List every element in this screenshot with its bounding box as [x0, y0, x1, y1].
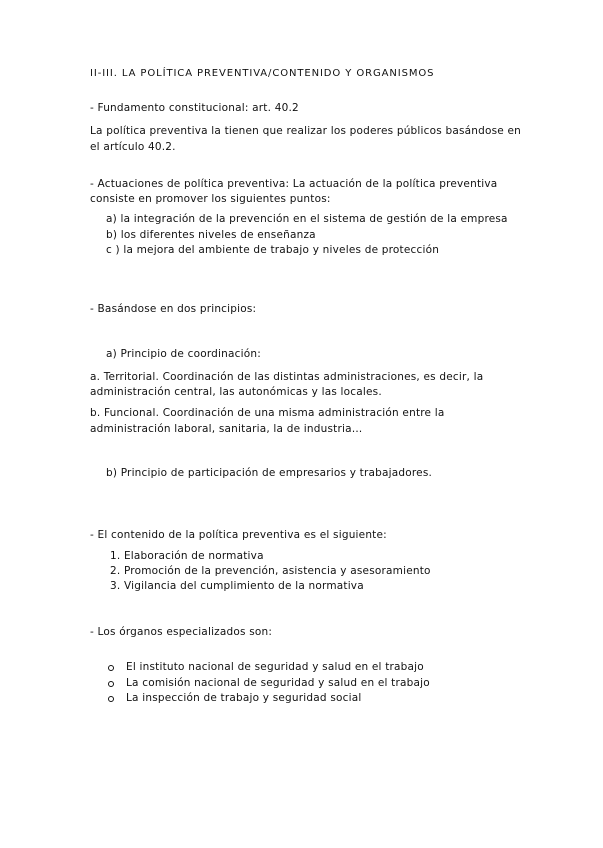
- principio-coordinacion-heading: a) Principio de coordinación:: [106, 348, 261, 360]
- principios-heading: - Basándose en dos principios:: [90, 303, 257, 315]
- fundamento-paragraph-line2: el artículo 40.2.: [90, 141, 176, 153]
- territorial-line1: a. Territorial. Coordinación de las distintas administraciones, es decir, la: [90, 371, 484, 383]
- contenido-item-2: 2. Promoción de la prevención, asistencia y asesoramiento: [110, 565, 431, 577]
- contenido-heading: - El contenido de la política preventiva es el siguiente:: [90, 529, 387, 541]
- organos-heading: - Los órganos especializados son:: [90, 626, 273, 638]
- actuaciones-item-a: a) la integración de la prevención en el sistema de gestión de la empresa: [106, 213, 508, 225]
- organo-item-2: La comisión nacional de seguridad y salud en el trabajo: [126, 677, 430, 689]
- circle-bullet-icon: [108, 696, 114, 702]
- actuaciones-line1: - Actuaciones de política preventiva: La actuación de la política preventiva: [90, 178, 498, 190]
- actuaciones-item-c: c ) la mejora del ambiente de trabajo y niveles de protección: [106, 244, 440, 256]
- funcional-line1: b. Funcional. Coordinación de una misma administración entre la: [90, 407, 445, 419]
- organo-item-1: El instituto nacional de seguridad y salud en el trabajo: [126, 661, 424, 673]
- funcional-line2: administración laboral, sanitaria, la de industria…: [90, 423, 363, 435]
- circle-bullet-icon: [108, 665, 114, 671]
- territorial-line2: administración central, las autonómicas y las locales.: [90, 386, 382, 398]
- fundamento-paragraph-line1: La política preventiva la tienen que realizar los poderes públicos basándose en: [90, 125, 521, 137]
- organo-item-3: La inspección de trabajo y seguridad social: [126, 692, 362, 704]
- contenido-item-1: 1. Elaboración de normativa: [110, 550, 264, 562]
- contenido-item-3: 3. Vigilancia del cumplimiento de la normativa: [110, 580, 364, 592]
- actuaciones-line2: consiste en promover los siguientes puntos:: [90, 193, 331, 205]
- actuaciones-item-b: b) los diferentes niveles de enseñanza: [106, 229, 316, 241]
- principio-participacion-heading: b) Principio de participación de empresarios y trabajadores.: [106, 467, 433, 479]
- fundamento-heading: - Fundamento constitucional: art. 40.2: [90, 102, 299, 114]
- circle-bullet-icon: [108, 681, 114, 687]
- document-title: II-III. LA POLÍTICA PREVENTIVA/CONTENIDO Y ORGANISMOS: [90, 68, 435, 79]
